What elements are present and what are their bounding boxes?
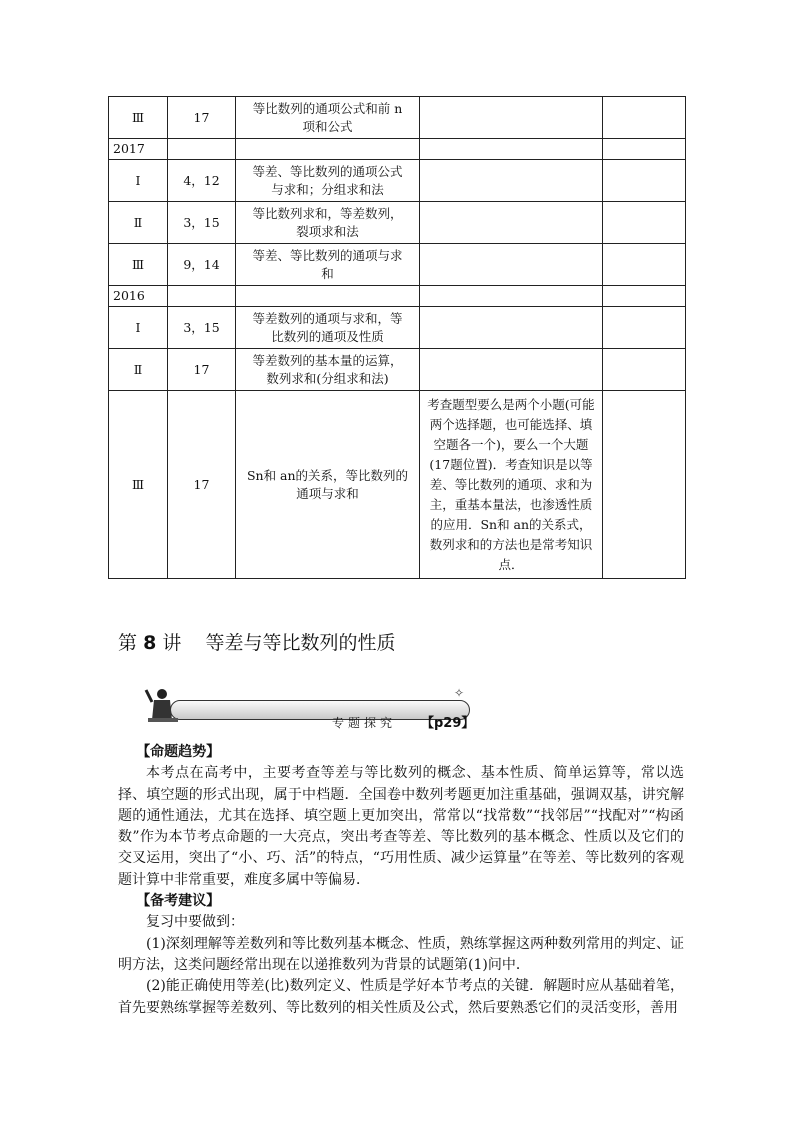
table-row	[109, 202, 686, 244]
sparkle-icon: ✧	[454, 686, 465, 700]
table-cell-extra	[603, 244, 686, 286]
table-cell-question-number: 3，15	[168, 307, 236, 349]
exam-analysis-table	[108, 96, 686, 579]
table-cell-knowledge-points	[236, 286, 420, 307]
advice-item-2: (2)能正确使用等差(比)数列定义、性质是学好本节考点的关键．解题时应从基础着笔，首先要熟练掌握等差数列、等比数列的相关性质及公式，然后要熟悉它们的灵活变形，善用	[118, 978, 684, 1016]
table-cell-question-number: 17	[168, 391, 236, 579]
table-row	[109, 244, 686, 286]
table-cell-analysis	[420, 97, 603, 139]
table-row	[109, 160, 686, 202]
table-cell-analysis: 考查题型要么是两个小题(可能两个选择题，也可能选择、填空题各一个)，要么一个大题(17题位置)．考查知识是以等差、等比数列的通项、求和为主，重基本量法，也渗透性质的应用．Sn和 an的关系式，数列求和的方法也是常考知识点．	[420, 391, 603, 579]
table-cell-year: Ⅲ	[109, 97, 168, 139]
table-row	[109, 139, 686, 160]
table-row	[109, 307, 686, 349]
lesson-number: 8	[143, 632, 157, 654]
table-row	[109, 286, 686, 307]
table-cell-question-number: 17	[168, 97, 236, 139]
table-row	[109, 391, 686, 579]
lesson-prefix: 第	[118, 632, 138, 654]
table-cell-year: Ⅱ	[109, 202, 168, 244]
table-cell-year: 2016	[109, 286, 168, 307]
table-cell-extra	[603, 97, 686, 139]
table-cell-extra	[603, 391, 686, 579]
lesson-title	[118, 628, 396, 655]
table-cell-question-number: 4，12	[168, 160, 236, 202]
advice-item-1: (1)深刻理解等差数列和等比数列基本概念、性质，熟练掌握这两种数列常用的判定、证明方法，这类问题经常出现在以递推数列为背景的试题第(1)问中．	[118, 935, 684, 973]
table-cell-knowledge-points	[236, 139, 420, 160]
table-cell-knowledge-points: 等比数列的通项公式和前 n 项和公式	[236, 97, 420, 139]
table-cell-knowledge-points: 等差、等比数列的通项公式 与求和；分组求和法	[236, 160, 420, 202]
table-cell-year: Ⅰ	[109, 160, 168, 202]
table-cell-extra	[603, 139, 686, 160]
table-cell-year: Ⅰ	[109, 307, 168, 349]
table-cell-knowledge-points: 等差、等比数列的通项与求 和	[236, 244, 420, 286]
student-figure-icon	[144, 686, 184, 726]
table-cell-year: 2017	[109, 139, 168, 160]
table-cell-analysis	[420, 139, 603, 160]
table-cell-extra	[603, 349, 686, 391]
advice-intro: 复习中要做到：	[146, 914, 244, 931]
table-cell-extra	[603, 202, 686, 244]
lesson-suffix: 讲	[162, 632, 182, 654]
table-row	[109, 97, 686, 139]
table-cell-question-number: 3，15	[168, 202, 236, 244]
table-cell-year: Ⅲ	[109, 244, 168, 286]
table-cell-extra	[603, 286, 686, 307]
table-cell-knowledge-points: Sn和 an的关系，等比数列的 通项与求和	[236, 391, 420, 579]
lesson-title-text: 等差与等比数列的性质	[205, 632, 396, 654]
table-cell-knowledge-points: 等差数列的通项与求和，等 比数列的通项及性质	[236, 307, 420, 349]
table-cell-question-number: 9，14	[168, 244, 236, 286]
table-cell-extra	[603, 160, 686, 202]
table-cell-question-number	[168, 286, 236, 307]
table-cell-analysis	[420, 160, 603, 202]
table-cell-analysis	[420, 244, 603, 286]
table-cell-extra	[603, 307, 686, 349]
advice-heading: 【备考建议】	[136, 893, 221, 910]
table-cell-analysis	[420, 349, 603, 391]
table-cell-analysis	[420, 286, 603, 307]
table-cell-year: Ⅱ	[109, 349, 168, 391]
banner-label: 专题探究	[332, 716, 397, 730]
banner-page-ref: 【p29】	[421, 716, 475, 731]
trend-paragraph: 本考点在高考中，主要考查等差与等比数列的概念、基本性质、简单运算等，常以选择、填空题的形式出现，属于中档题．全国卷中数列考题更加注重基础，强调双基，讲究解题的通性通法，尤其在选择、填空题上更加突出，常常以“找常数”“找邻居”“找配对”“构函数”作为本节考点命题的一大亮点，突出考查等差、等比数列的基本概念、性质以及它们的交叉运用，突出了“小、巧、活”的特点，“巧用性质、减少运算量”在等差、等比数列的客观题计算中非常重要，难度多属中等偏易．	[118, 765, 684, 888]
table-cell-knowledge-points: 等比数列求和，等差数列， 裂项求和法	[236, 202, 420, 244]
trend-heading: 【命题趋势】	[136, 744, 221, 760]
table-cell-knowledge-points: 等差数列的基本量的运算， 数列求和(分组求和法)	[236, 349, 420, 391]
table-cell-question-number	[168, 139, 236, 160]
table-cell-analysis	[420, 202, 603, 244]
table-cell-year: Ⅲ	[109, 391, 168, 579]
table-row	[109, 349, 686, 391]
table-cell-analysis	[420, 307, 603, 349]
body-text	[118, 742, 684, 1019]
table-cell-question-number: 17	[168, 349, 236, 391]
